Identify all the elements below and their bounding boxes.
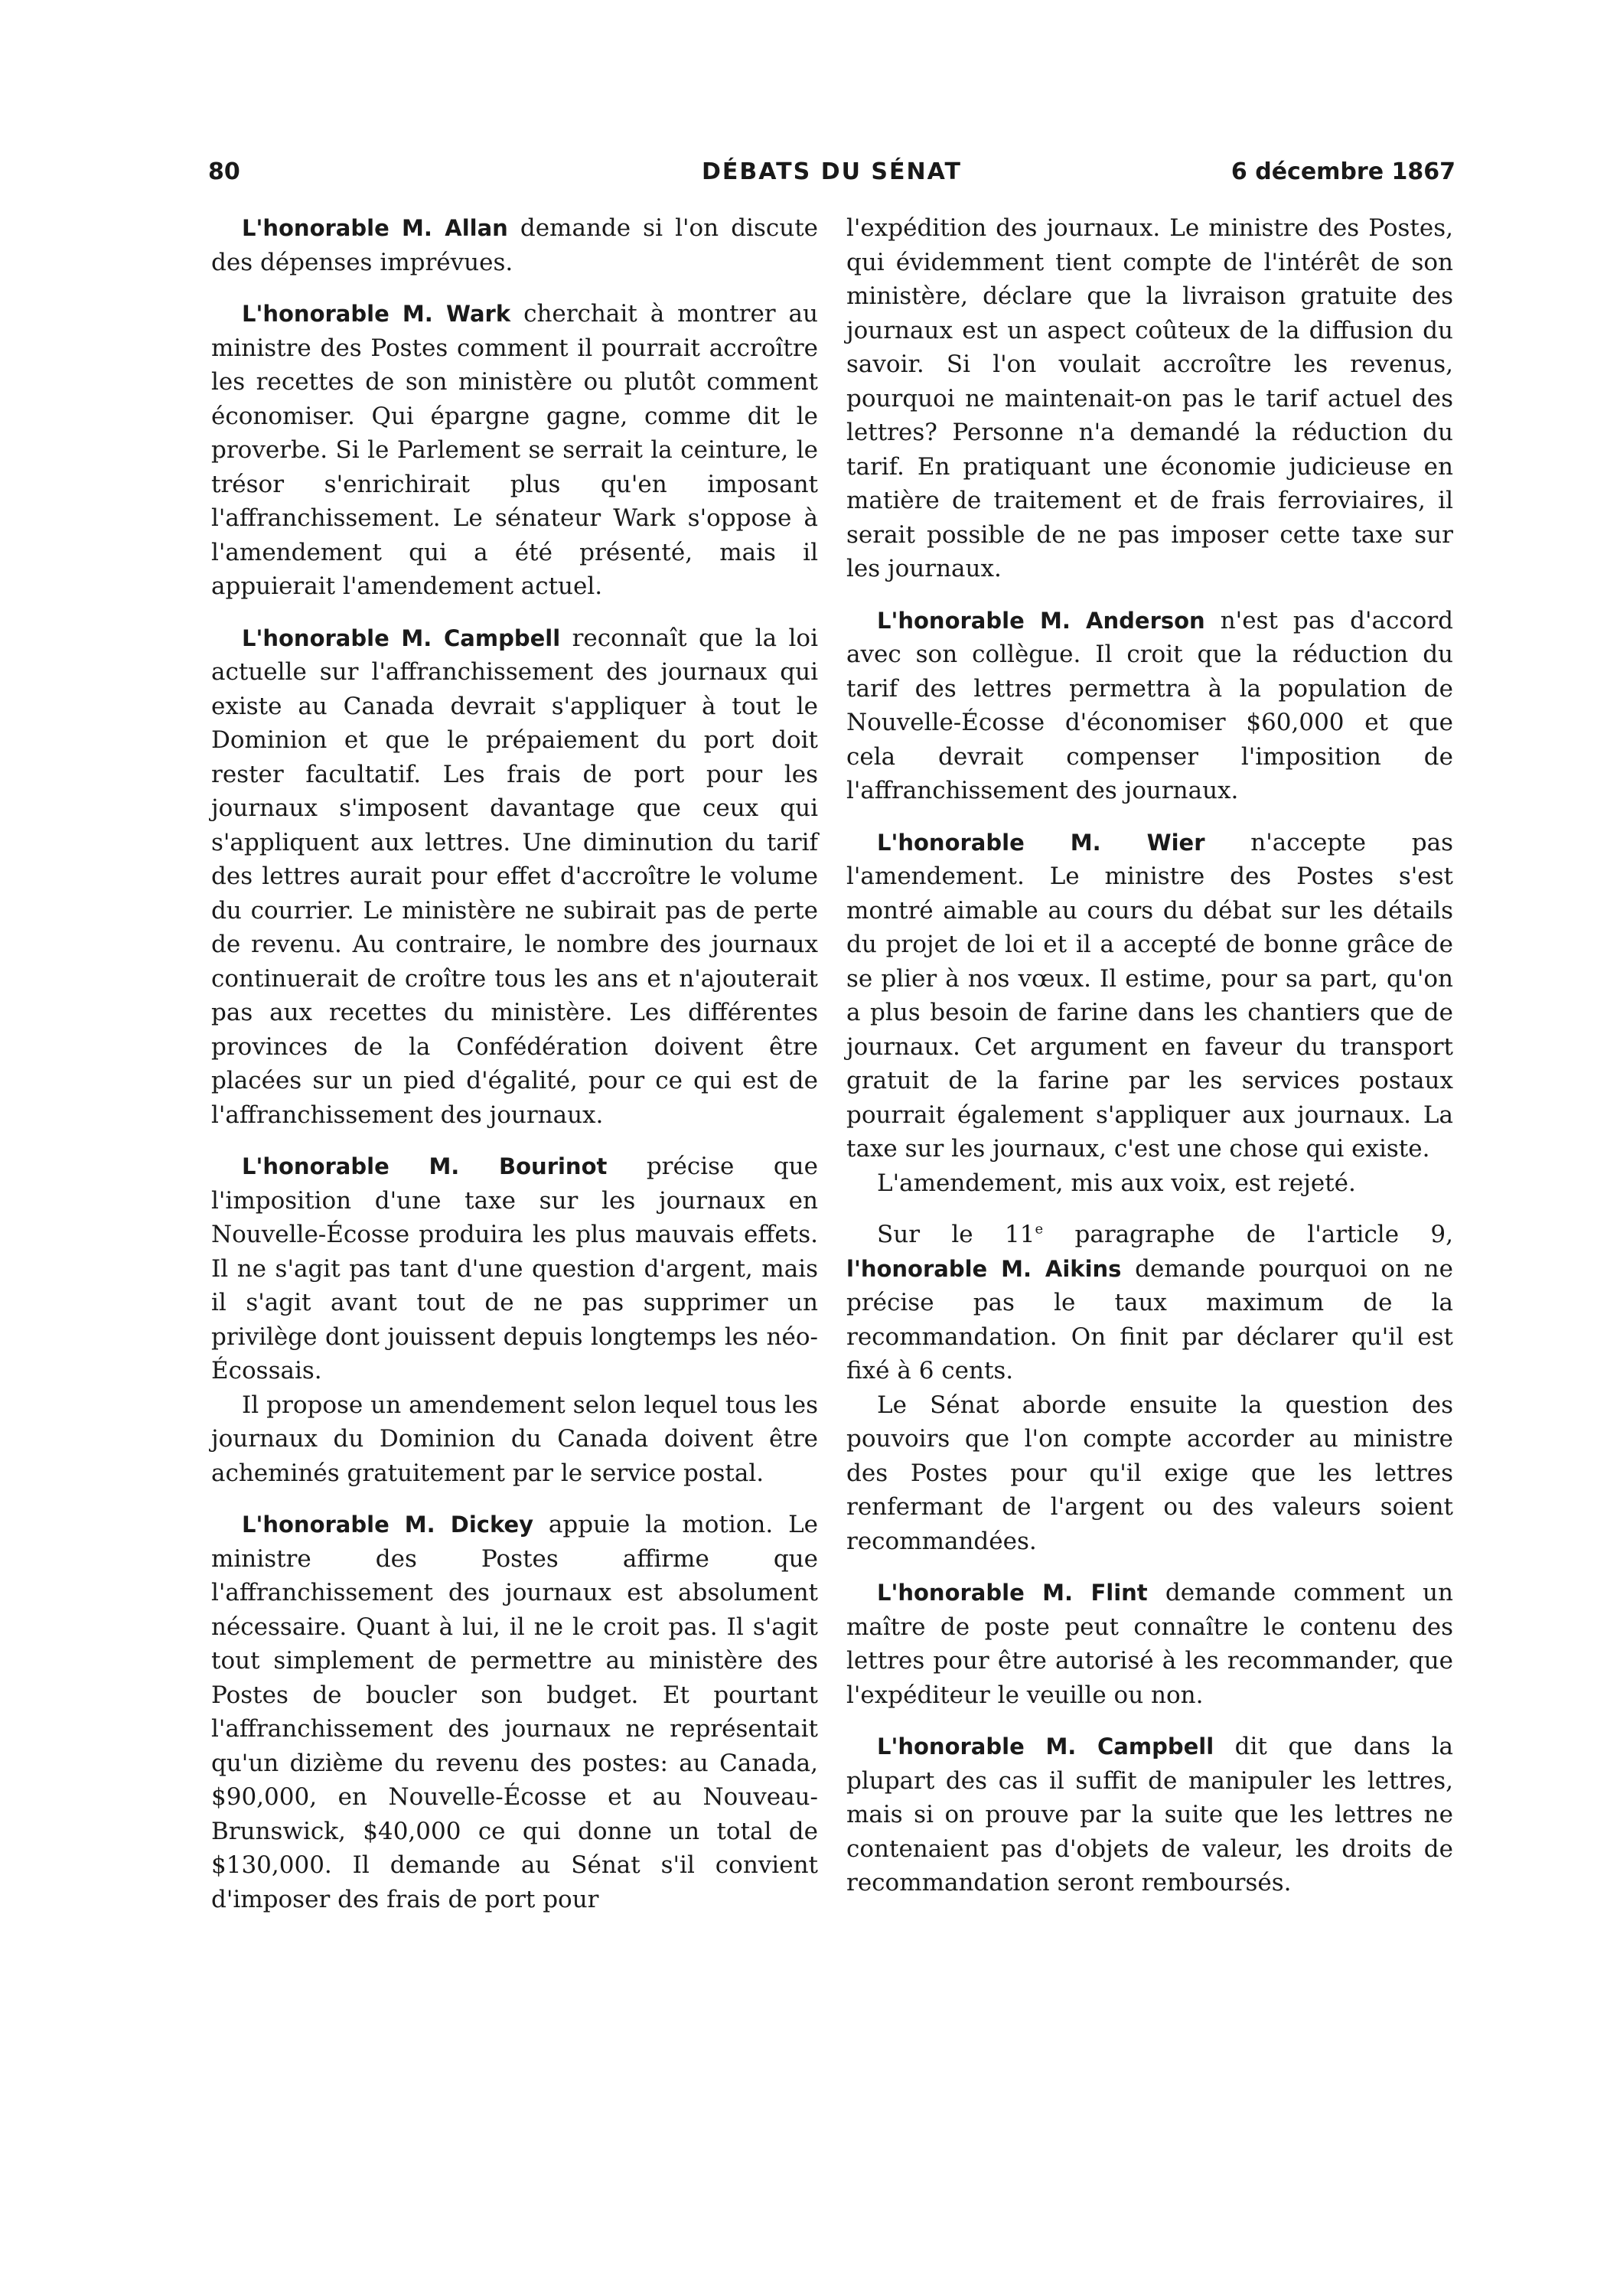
page-date: 6 décembre 1867 <box>1231 158 1455 185</box>
superscript-e: e <box>1035 1221 1044 1238</box>
paragraph-aikins <box>846 1218 1453 1388</box>
paragraph-text: demande comment un maître de poste peut connaître le contenu des lettres pour être autorisé à les recommander, que l'expéditeur le veuille ou non. <box>846 1579 1453 1709</box>
paragraph-text: reconnaît que la loi actuelle sur l'affranchissement des journaux qui existe au Canada devrait s'appliquer à tout le Dominion et que le prépaiement du port doit rester facultatif. Les frais de port pour les journaux s'imposent davantage que ceux qui s'appliquent aux lettres. Une diminution du tarif des lettres aurait pour effet d'accroître le volume du courrier. Le ministère ne subirait pas de perte de revenu. Au contraire, le nombre des journaux continuerait de croître tous les ans et n'ajouterait pas aux recettes du ministère. Les différentes provinces de la Confédération doivent être placées sur un pied d'égalité, pour ce qui est de l'affranchissement des journaux. <box>211 624 818 1129</box>
paragraph-continuation <box>846 211 1453 586</box>
paragraph-text: Le Sénat aborde ensuite la question des pouvoirs que l'on compte accorder au ministre des Postes pour qu'il exige que les lettres renfermant de l'argent ou des valeurs soient recommandées. <box>846 1391 1453 1555</box>
speaker-name: L'honorable M. Campbell <box>877 1733 1214 1760</box>
speaker-name: L'honorable M. Wark <box>242 301 511 327</box>
paragraph-bourinot <box>211 1150 818 1388</box>
paragraph-text: précise que l'imposition d'une taxe sur les journaux en Nouvelle-Écosse produira les plus mauvais effets. Il ne s'agit pas tant d'une question d'argent, mais il s'agit avant tout de ne pas supprimer un privilège dont jouissent depuis longtemps les néo-Écossais. <box>211 1153 818 1384</box>
paragraph-vote-result <box>846 1166 1453 1201</box>
speaker-name: L'honorable M. Anderson <box>877 607 1205 634</box>
right-column <box>846 211 1453 1900</box>
speaker-name: L'honorable M. Flint <box>877 1580 1148 1606</box>
paragraph-senate-question <box>846 1388 1453 1559</box>
paragraph-text: Sur le 11 <box>877 1221 1035 1248</box>
paragraph-flint <box>846 1576 1453 1712</box>
speaker-name: l'honorable M. Aikins <box>846 1255 1122 1282</box>
page-number: 80 <box>208 158 240 185</box>
paragraph-amendment <box>211 1388 818 1491</box>
paragraph-text: Il propose un amendement selon lequel tous les journaux du Dominion du Canada doivent être acheminés gratuitement par le service postal. <box>211 1391 818 1487</box>
paragraph-text: paragraphe de l'article 9, <box>1043 1221 1454 1248</box>
speaker-name: L'honorable M. Dickey <box>242 1512 534 1538</box>
paragraph-text: n'accepte pas l'amendement. Le ministre des Postes s'est montré aimable au cours du débat sur les détails du projet de loi et il a accepté de bonne grâce de se plier à nos vœux. Il estime, pour sa part, qu'on a plus besoin de farine dans les chantiers que de journaux. Cet argument en faveur du transport gratuit de la farine par les services postaux pourrait également s'appliquer aux journaux. La taxe sur les journaux, c'est une chose qui existe. <box>846 828 1453 1163</box>
paragraph-text: l'expédition des journaux. Le ministre des Postes, qui évidemment tient compte de l'intérêt de son ministère, déclare que la livraison gratuite des journaux est un aspect coûteux de la diffusion du savoir. Si l'on voulait accroître les revenus, pourquoi ne maintenait-on pas le tarif actuel des lettres? Personne n'a demandé la réduction du tarif. En pratiquant une économie judicieuse en matière de traitement et de frais ferroviaires, il serait possible de ne pas imposer cette taxe sur les journaux. <box>846 214 1453 582</box>
speaker-name: L'honorable M. Wier <box>877 829 1205 856</box>
paragraph-text: L'amendement, mis aux voix, est rejeté. <box>877 1169 1356 1197</box>
speaker-name: L'honorable M. Bourinot <box>242 1153 608 1179</box>
paragraph-text: dit que dans la plupart des cas il suffit de manipuler les lettres, mais si on prouve par la suite que les lettres ne contenaient pas d'objets de valeur, les droits de recommandation seront remboursés. <box>846 1733 1453 1896</box>
paragraph-allan <box>211 211 818 279</box>
paragraph-campbell <box>211 621 818 1133</box>
paragraph-text: demande si l'on discute des dépenses imprévues. <box>211 214 819 276</box>
page-header <box>208 153 1455 191</box>
paragraph-text: cherchait à montrer au ministre des Postes comment il pourrait accroître les recettes de son ministère ou plutôt comment économiser. Qui épargne gagne, comme dit le proverbe. Si le Parlement se serrait la ceinture, le trésor s'enrichirait plus qu'en imposant l'affranchissement. Le sénateur Wark s'oppose à l'amendement qui a été présenté, mais il appuierait l'amendement actuel. <box>211 300 819 600</box>
speaker-name: L'honorable M. Campbell <box>242 625 561 651</box>
paragraph-wier <box>846 826 1453 1166</box>
paragraph-anderson <box>846 604 1453 808</box>
speaker-name: L'honorable M. Allan <box>242 215 508 241</box>
left-column <box>211 211 818 1916</box>
paragraph-wark <box>211 297 818 604</box>
paragraph-text: demande pourquoi on ne précise pas le taux maximum de la recommandation. On finit par déclarer qu'il est fixé à 6 cents. <box>846 1254 1453 1384</box>
paragraph-text: n'est pas d'accord avec son collègue. Il croit que la réduction du tarif des lettres permettra à la population de Nouvelle-Écosse d'économiser $60,000 et que cela devrait compenser l'imposition de l'affranchissement des journaux. <box>846 606 1453 804</box>
paragraph-campbell-reply <box>846 1730 1453 1900</box>
paragraph-text: appuie la motion. Le ministre des Postes affirme que l'affranchissement des journaux est absolument nécessaire. Quant à lui, il ne le croit pas. Il s'agit tout simplement de permettre au ministère des Postes de boucler son budget. Et pourtant l'affranchissement des journaux ne représentait qu'un dizième du revenu des postes: au Canada, $90,000, en Nouvelle-Écosse et au Nouveau-Brunswick, $40,000 ce qui donne un total de $130,000. Il demande au Sénat s'il convient d'imposer des frais de port pour <box>211 1511 818 1913</box>
paragraph-dickey <box>211 1508 818 1916</box>
publication-title: DÉBATS DU SÉNAT <box>702 158 962 185</box>
